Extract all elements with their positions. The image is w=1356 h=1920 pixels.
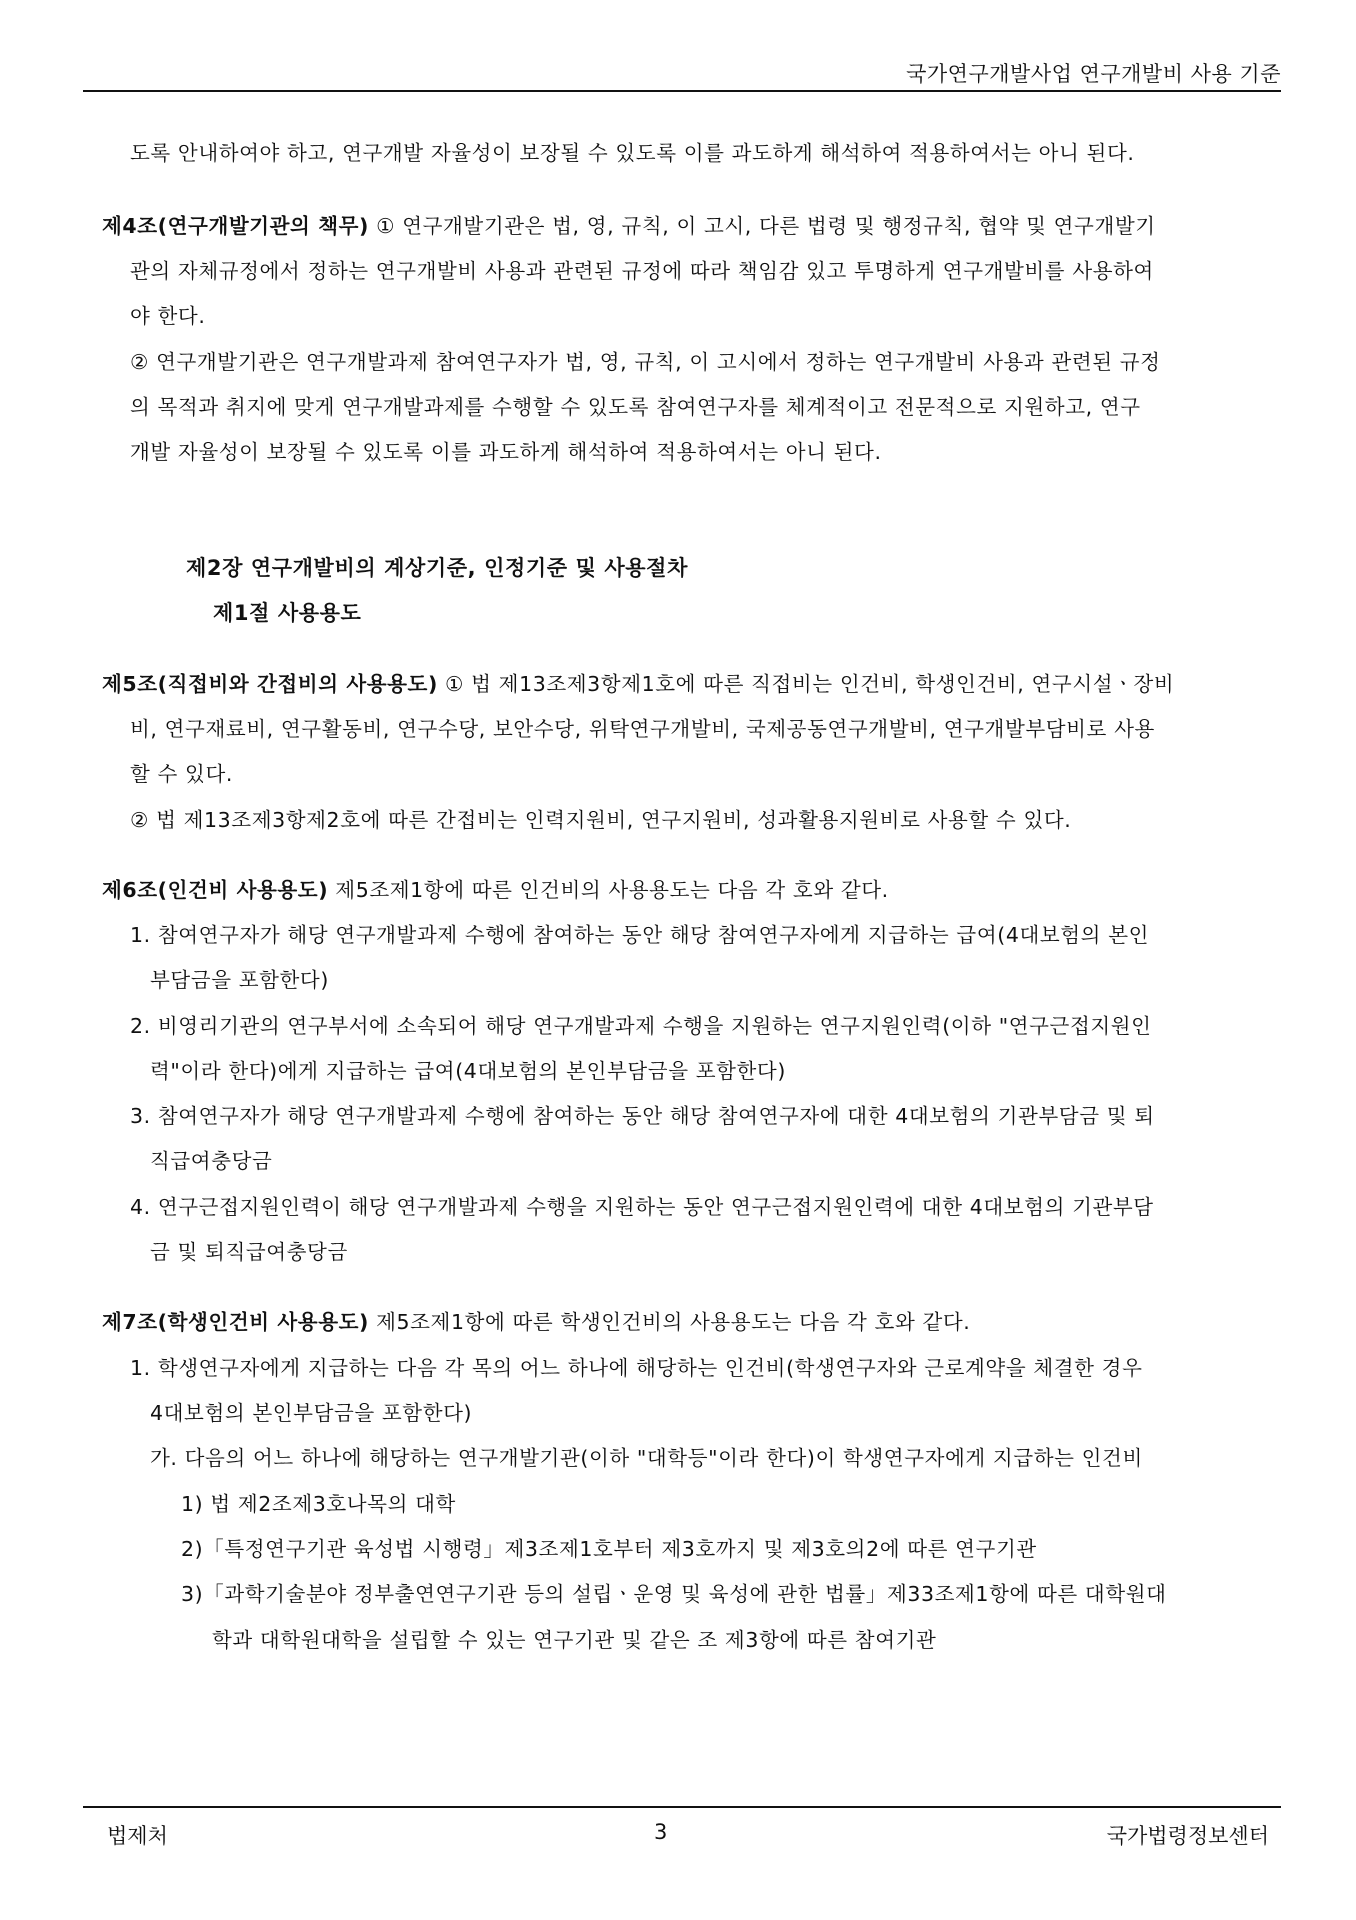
footer-source: 국가법령정보센터 bbox=[1106, 1824, 1269, 1848]
article-7-item-1-line-1: 1. 학생연구자에게 지급하는 다음 각 목의 어느 하나에 해당하는 인건비(학생연구자와 근로계약을 체결한 경우 bbox=[130, 1356, 1143, 1380]
article-6-item-4-line-1: 4. 연구근접지원인력이 해당 연구개발과제 수행을 지원하는 동안 연구근접지원인력에 대한 4대보험의 기관부담 bbox=[130, 1195, 1154, 1219]
chapter-heading: 제2장 연구개발비의 계상기준, 인정기준 및 사용절차 bbox=[186, 556, 688, 580]
article-4-title: 제4조(연구개발기관의 책무) bbox=[102, 214, 369, 238]
article-4-para-1-line-1: ① 연구개발기관은 법, 영, 규칙, 이 고시, 다른 법령 및 행정규칙, 협약 및 연구개발기 bbox=[376, 214, 1156, 238]
article-7-first-line bbox=[102, 1307, 970, 1337]
section-heading: 제1절 사용용도 bbox=[213, 601, 362, 625]
article-6-item-3-line-1: 3. 참여연구자가 해당 연구개발과제 수행에 참여하는 동안 해당 참여연구자에 대한 4대보험의 기관부담금 및 퇴 bbox=[130, 1104, 1155, 1128]
article-5-para-2: ② 법 제13조제3항제2호에 따른 간접비는 인력지원비, 연구지원비, 성과활용지원비로 사용할 수 있다. bbox=[130, 808, 1072, 832]
article-4-para-1-line-3: 야 한다. bbox=[130, 304, 206, 328]
article-7-subitem-ga-2: 2)「특정연구기관 육성법 시행령」제3조제1호부터 제3호까지 및 제3호의2에 따른 연구기관 bbox=[181, 1537, 1037, 1561]
article-7-title: 제7조(학생인건비 사용용도) bbox=[102, 1310, 369, 1334]
article-4-first-line bbox=[102, 211, 1156, 241]
article-6-item-1-line-1: 1. 참여연구자가 해당 연구개발과제 수행에 참여하는 동안 해당 참여연구자에게 지급하는 급여(4대보험의 본인 bbox=[130, 923, 1150, 947]
article-6-intro: 제5조제1항에 따른 인건비의 사용용도는 다음 각 호와 같다. bbox=[335, 878, 889, 902]
article-6-item-2-line-1: 2. 비영리기관의 연구부서에 소속되어 해당 연구개발과제 수행을 지원하는 연구지원인력(이하 "연구근접지원인 bbox=[130, 1014, 1152, 1038]
article-7-subitem-ga: 가. 다음의 어느 하나에 해당하는 연구개발기관(이하 "대학등"이라 한다)이 학생연구자에게 지급하는 인건비 bbox=[150, 1446, 1143, 1470]
article-5-para-1-line-2: 비, 연구재료비, 연구활동비, 연구수당, 보안수당, 위탁연구개발비, 국제공동연구개발비, 연구개발부담비로 사용 bbox=[130, 717, 1155, 741]
footer-publisher: 법제처 bbox=[107, 1824, 168, 1848]
article-7-subitem-ga-3-line-1: 3)「과학기술분야 정부출연연구기관 등의 설립ㆍ운영 및 육성에 관한 법률」제33조제1항에 따른 대학원대 bbox=[181, 1582, 1167, 1606]
article-5-para-1-line-3: 할 수 있다. bbox=[130, 762, 233, 786]
article-7-intro: 제5조제1항에 따른 학생인건비의 사용용도는 다음 각 호와 같다. bbox=[376, 1310, 971, 1334]
article-6-item-2-line-2: 력"이라 한다)에게 지급하는 급여(4대보험의 본인부담금을 포함한다) bbox=[150, 1059, 786, 1083]
article-5-title: 제5조(직접비와 간접비의 사용용도) bbox=[102, 672, 438, 696]
page-number: 3 bbox=[654, 1820, 668, 1844]
article-6-item-3-line-2: 직급여충당금 bbox=[150, 1149, 273, 1173]
article-4-para-2-line-1: ② 연구개발기관은 연구개발과제 참여연구자가 법, 영, 규칙, 이 고시에서 정하는 연구개발비 사용과 관련된 규정 bbox=[130, 350, 1161, 374]
article-5-para-1-line-1: ① 법 제13조제3항제1호에 따른 직접비는 인건비, 학생인건비, 연구시설ㆍ장비 bbox=[445, 672, 1175, 696]
article-5-first-line bbox=[102, 669, 1174, 699]
header-divider bbox=[83, 90, 1281, 92]
article-4-para-2-line-2: 의 목적과 취지에 맞게 연구개발과제를 수행할 수 있도록 참여연구자를 체계적이고 전문적으로 지원하고, 연구 bbox=[130, 395, 1141, 419]
article-4-para-1-line-2: 관의 자체규정에서 정하는 연구개발비 사용과 관련된 규정에 따라 책임감 있고 투명하게 연구개발비를 사용하여 bbox=[130, 259, 1154, 283]
article-6-item-1-line-2: 부담금을 포함한다) bbox=[150, 968, 329, 992]
article-6-title: 제6조(인건비 사용용도) bbox=[102, 878, 329, 902]
article-6-item-4-line-2: 금 및 퇴직급여충당금 bbox=[150, 1240, 348, 1264]
continuation-line: 도록 안내하여야 하고, 연구개발 자율성이 보장될 수 있도록 이를 과도하게 해석하여 적용하여서는 아니 된다. bbox=[130, 141, 1135, 165]
footer-divider bbox=[83, 1806, 1281, 1808]
article-7-subitem-ga-3-line-2: 학과 대학원대학을 설립할 수 있는 연구기관 및 같은 조 제3항에 따른 참여기관 bbox=[212, 1628, 937, 1652]
article-7-subitem-ga-1: 1) 법 제2조제3호나목의 대학 bbox=[181, 1492, 456, 1516]
article-6-first-line bbox=[102, 875, 889, 905]
running-header: 국가연구개발사업 연구개발비 사용 기준 bbox=[906, 62, 1281, 86]
article-4-para-2-line-3: 개발 자율성이 보장될 수 있도록 이를 과도하게 해석하여 적용하여서는 아니 된다. bbox=[130, 440, 882, 464]
article-7-item-1-line-2: 4대보험의 본인부담금을 포함한다) bbox=[150, 1401, 473, 1425]
